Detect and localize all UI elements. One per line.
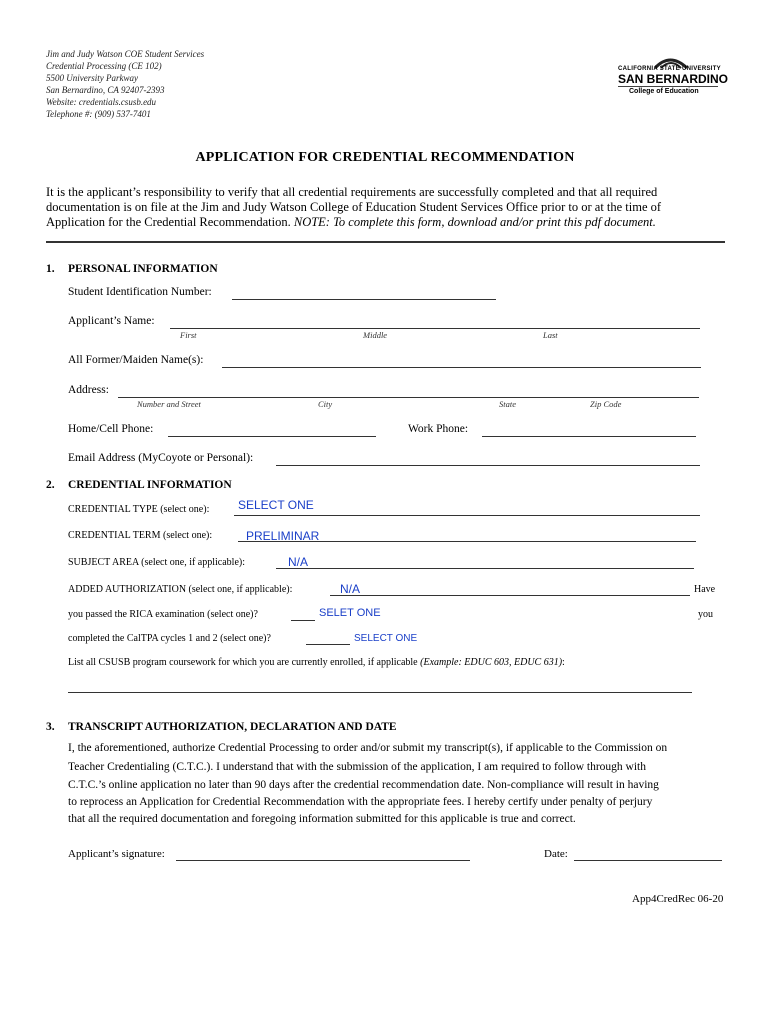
rica-line	[291, 620, 315, 621]
student-id-field[interactable]	[232, 299, 496, 300]
logo-sub-text: College of Education	[629, 88, 699, 95]
added-authorization-label: ADDED AUTHORIZATION (select one, if applicable):	[68, 584, 293, 595]
subject-area-line	[276, 568, 694, 569]
intro-line-1: It is the applicant’s responsibility to verify that all credential requirements are successfully completed and that all required	[46, 185, 658, 199]
header-line: Credential Processing (CE 102)	[46, 61, 162, 71]
declaration-line: to reprocess an Application for Credential Recommendation with the appropriate fees. I hereby certify under penalty of perjury	[68, 796, 653, 808]
section-1-number: 1.	[46, 263, 55, 275]
form-code: App4CredRec 06-20	[632, 893, 724, 905]
home-phone-field[interactable]	[168, 436, 376, 437]
date-label: Date:	[544, 848, 568, 860]
section-3-heading: TRANSCRIPT AUTHORIZATION, DECLARATION AND DATE	[68, 721, 397, 733]
csusb-logo	[615, 50, 729, 100]
address-street-caption: Number and Street	[137, 399, 201, 409]
section-1-heading: PERSONAL INFORMATION	[68, 263, 218, 275]
rica-select[interactable]: SELET ONE	[319, 607, 381, 619]
address-city-caption: City	[318, 399, 333, 409]
section-2-number: 2.	[46, 479, 55, 491]
intro-note: NOTE: To complete this form, download and/or print this pdf document.	[293, 215, 656, 229]
declaration-line: Teacher Credentialing (C.T.C.). I understand that with the submission of the application, I am required to follow through with	[68, 761, 646, 773]
credential-type-select[interactable]: SELECT ONE	[238, 498, 314, 512]
intro-line-3	[46, 215, 656, 230]
have-text: Have	[694, 584, 716, 595]
coursework-field[interactable]	[68, 692, 692, 693]
email-label: Email Address (MyCoyote or Personal):	[68, 452, 254, 464]
coursework-label	[68, 657, 565, 668]
page-title: APPLICATION FOR CREDENTIAL RECOMMENDATION	[195, 150, 575, 165]
signature-field[interactable]	[176, 860, 470, 861]
credential-term-label: CREDENTIAL TERM (select one):	[68, 530, 213, 541]
added-authorization-select[interactable]: N/A	[340, 582, 361, 596]
work-phone-label: Work Phone:	[408, 423, 469, 435]
section-divider	[46, 241, 725, 243]
declaration-line: I, the aforementioned, authorize Credential Processing to order and/or submit my transcript(s), if applicable to the Commission on	[68, 742, 668, 754]
subject-area-select[interactable]: N/A	[288, 555, 309, 569]
caltpa-line	[306, 644, 350, 645]
home-phone-label: Home/Cell Phone:	[68, 423, 154, 435]
caltpa-select[interactable]: SELECT ONE	[354, 633, 418, 644]
signature-label: Applicant’s signature:	[68, 848, 165, 860]
email-field[interactable]	[276, 465, 700, 466]
subject-area-label: SUBJECT AREA (select one, if applicable):	[68, 557, 246, 568]
name-middle-caption: Middle	[363, 330, 388, 340]
header-line: Telephone #: (909) 537-7401	[46, 109, 151, 119]
section-2-heading: CREDENTIAL INFORMATION	[68, 479, 232, 491]
applicant-name-label: Applicant’s Name:	[68, 315, 155, 327]
logo-top-text: CALIFORNIA STATE UNIVERSITY	[618, 66, 721, 72]
header-line: Website: credentials.csusb.edu	[46, 97, 157, 107]
coursework-text: List all CSUSB program coursework for which you are currently enrolled, if applicable	[68, 657, 418, 668]
added-authorization-line	[330, 595, 690, 596]
header-line: Jim and Judy Watson COE Student Services	[46, 49, 205, 59]
former-names-field[interactable]	[222, 367, 701, 368]
header-line: 5500 University Parkway	[46, 73, 138, 83]
declaration-line: that all the required documentation and foregoing information submitted for this applicable is true and correct.	[68, 813, 576, 825]
address-state-caption: State	[499, 399, 516, 409]
header-line: San Bernardino, CA 92407-2393	[46, 85, 165, 95]
work-phone-field[interactable]	[482, 436, 696, 437]
caltpa-label: completed the CalTPA cycles 1 and 2 (select one)?	[68, 633, 271, 644]
rica-label: you passed the RICA examination (select one)?	[68, 609, 258, 620]
coursework-example: (Example: EDUC 603, EDUC 631)	[420, 657, 563, 668]
address-label: Address:	[68, 384, 109, 396]
logo-divider	[618, 86, 718, 87]
address-field[interactable]	[118, 397, 699, 398]
credential-term-select[interactable]: PRELIMINAR	[246, 529, 320, 543]
name-last-caption: Last	[543, 330, 558, 340]
you-text: you	[698, 609, 713, 620]
declaration-line: C.T.C.’s online application no later than 90 days after the credential recommendation date. Non-compliance will result in having	[68, 779, 659, 791]
intro-text: Application for the Credential Recommendation.	[46, 215, 291, 229]
name-first-caption: First	[180, 330, 197, 340]
credential-type-label: CREDENTIAL TYPE (select one):	[68, 504, 210, 515]
address-zip-caption: Zip Code	[590, 399, 622, 409]
coursework-colon: :	[562, 657, 565, 668]
student-id-label: Student Identification Number:	[68, 286, 212, 298]
date-field[interactable]	[574, 860, 722, 861]
former-names-label: All Former/Maiden Name(s):	[68, 354, 204, 366]
logo-main-text: SAN BERNARDINO	[618, 72, 729, 86]
credential-type-line	[234, 515, 700, 516]
intro-line-2: documentation is on file at the Jim and Judy Watson College of Education Student Services Office prior to or at the time of	[46, 200, 662, 214]
section-3-number: 3.	[46, 721, 55, 733]
applicant-name-field[interactable]	[170, 328, 700, 329]
